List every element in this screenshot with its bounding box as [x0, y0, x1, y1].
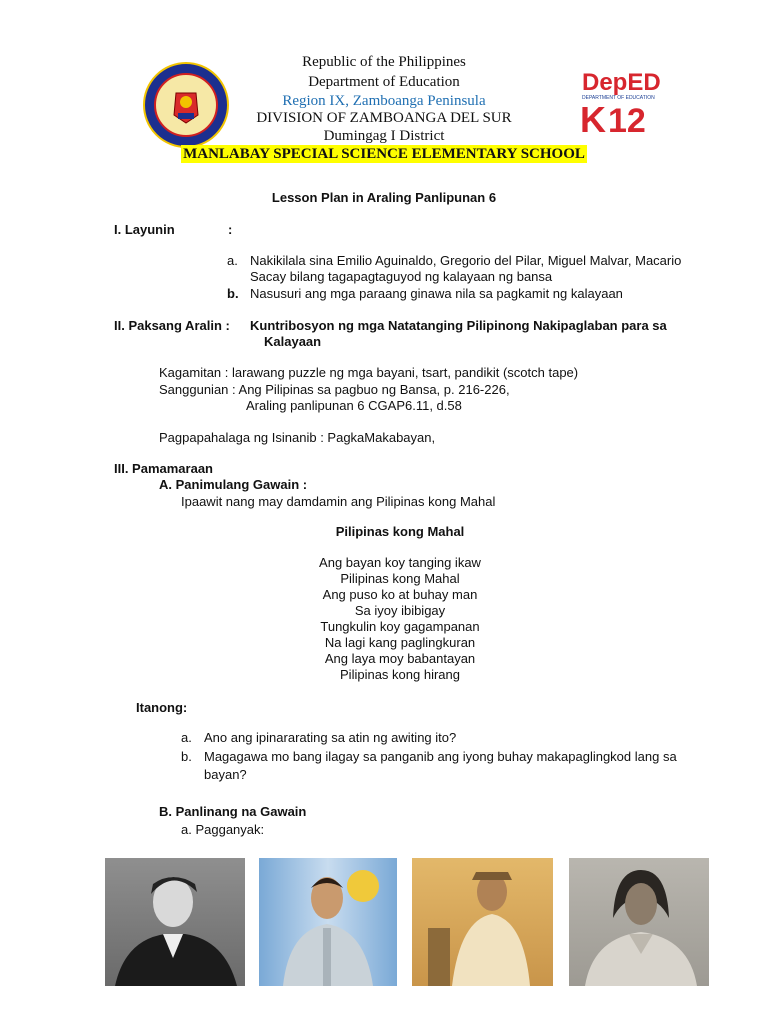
header-school-wrap [0, 145, 768, 163]
paksa-heading: II. Paksang Aralin : [114, 318, 230, 333]
svg-text:DepED: DepED [582, 69, 661, 96]
paksa-topic-line2: Kalayaan [264, 334, 322, 349]
pagganyak-label: a. Pagganyak: [181, 822, 265, 837]
header-region: Region IX, Zamboanga Peninsula [282, 93, 486, 109]
question-a-line1: Ano ang ipinararating sa atin ng awiting ito? [204, 730, 457, 745]
song-line: Pilipinas kong Mahal [340, 571, 460, 586]
portrait-photo-icon [259, 858, 397, 986]
song-title: Pilipinas kong Mahal [335, 524, 465, 539]
layunin-b-line1: Nasusuri ang mga paraang ginawa nila sa pagkamit ng kalayaan [250, 286, 623, 301]
question-b-marker: b. [181, 749, 192, 764]
song-line: Tungkulin koy gagampanan [320, 619, 480, 634]
header-department: Department of Education [308, 74, 460, 90]
panlinang-heading: B. Panlinang na Gawain [159, 804, 307, 819]
paksa-pagpapahalaga: Pagpapahalaga ng Isinanib : PagkaMakabayan, [159, 430, 436, 445]
song-line: Ang puso ko at buhay man [322, 587, 478, 602]
portrait-photo-icon [569, 858, 709, 986]
layunin-b-marker: b. [227, 286, 239, 301]
layunin-a-marker: a. [227, 253, 238, 268]
itanong-heading: Itanong: [136, 700, 188, 715]
song-line: Pilipinas kong hirang [340, 667, 460, 682]
header-republic: Republic of the Philippines [302, 54, 466, 70]
panimulang-gawain-text: Ipaawit nang may damdamin ang Pilipinas kong Mahal [181, 494, 496, 509]
pamamaraan-heading: III. Pamamaraan [114, 461, 213, 476]
portrait-photo-icon [105, 858, 245, 986]
layunin-colon: : [228, 222, 233, 237]
header-division: DIVISION OF ZAMBOANGA DEL SUR [256, 110, 512, 126]
paksa-topic-line1: Kuntribosyon ng mga Natatanging Pilipinong Nakipaglaban para sa [250, 318, 667, 333]
question-a-marker: a. [181, 730, 192, 745]
layunin-a-line1: Nakikilala sina Emilio Aguinaldo, Gregorio del Pilar, Miguel Malvar, Macario [250, 253, 682, 268]
svg-text:K: K [580, 99, 606, 136]
question-b-line2: bayan? [204, 767, 247, 782]
question-b-line1: Magagawa mo bang ilagay sa panganib ang iyong buhay makapaglingkod lang sa [204, 749, 677, 764]
header-school: MANLABAY SPECIAL SCIENCE ELEMENTARY SCHOOL [183, 146, 585, 162]
layunin-a-line2: Sacay bilang tagapagtaguyod ng kalayaan ng bansa [250, 269, 553, 284]
song-line: Sa iyoy ibibigay [354, 603, 446, 618]
paksa-sanggunian-2: Araling panlipunan 6 CGAP6.11, d.58 [246, 398, 462, 413]
svg-text:DEPARTMENT OF EDUCATION: DEPARTMENT OF EDUCATION [582, 95, 655, 101]
portrait-photo-icon [412, 858, 553, 986]
header-district: Dumingag I District [323, 128, 445, 144]
song-line: Ang laya moy babantayan [324, 651, 476, 666]
svg-text:12: 12 [608, 102, 646, 136]
layunin-heading: I. Layunin [114, 222, 175, 237]
paksa-kagamitan: Kagamitan : larawang puzzle ng mga bayani, tsart, pandikit (scotch tape) [159, 365, 579, 380]
paksa-sanggunian: Sanggunian : Ang Pilipinas sa pagbuo ng Bansa, p. 216-226, [159, 382, 510, 397]
song-line: Ang bayan koy tanging ikaw [319, 555, 481, 570]
song-line: Na lagi kang paglingkuran [324, 635, 476, 650]
panimulang-gawain-heading: A. Panimulang Gawain : [159, 477, 308, 492]
lesson-title: Lesson Plan in Araling Panlipunan 6 [271, 190, 497, 205]
